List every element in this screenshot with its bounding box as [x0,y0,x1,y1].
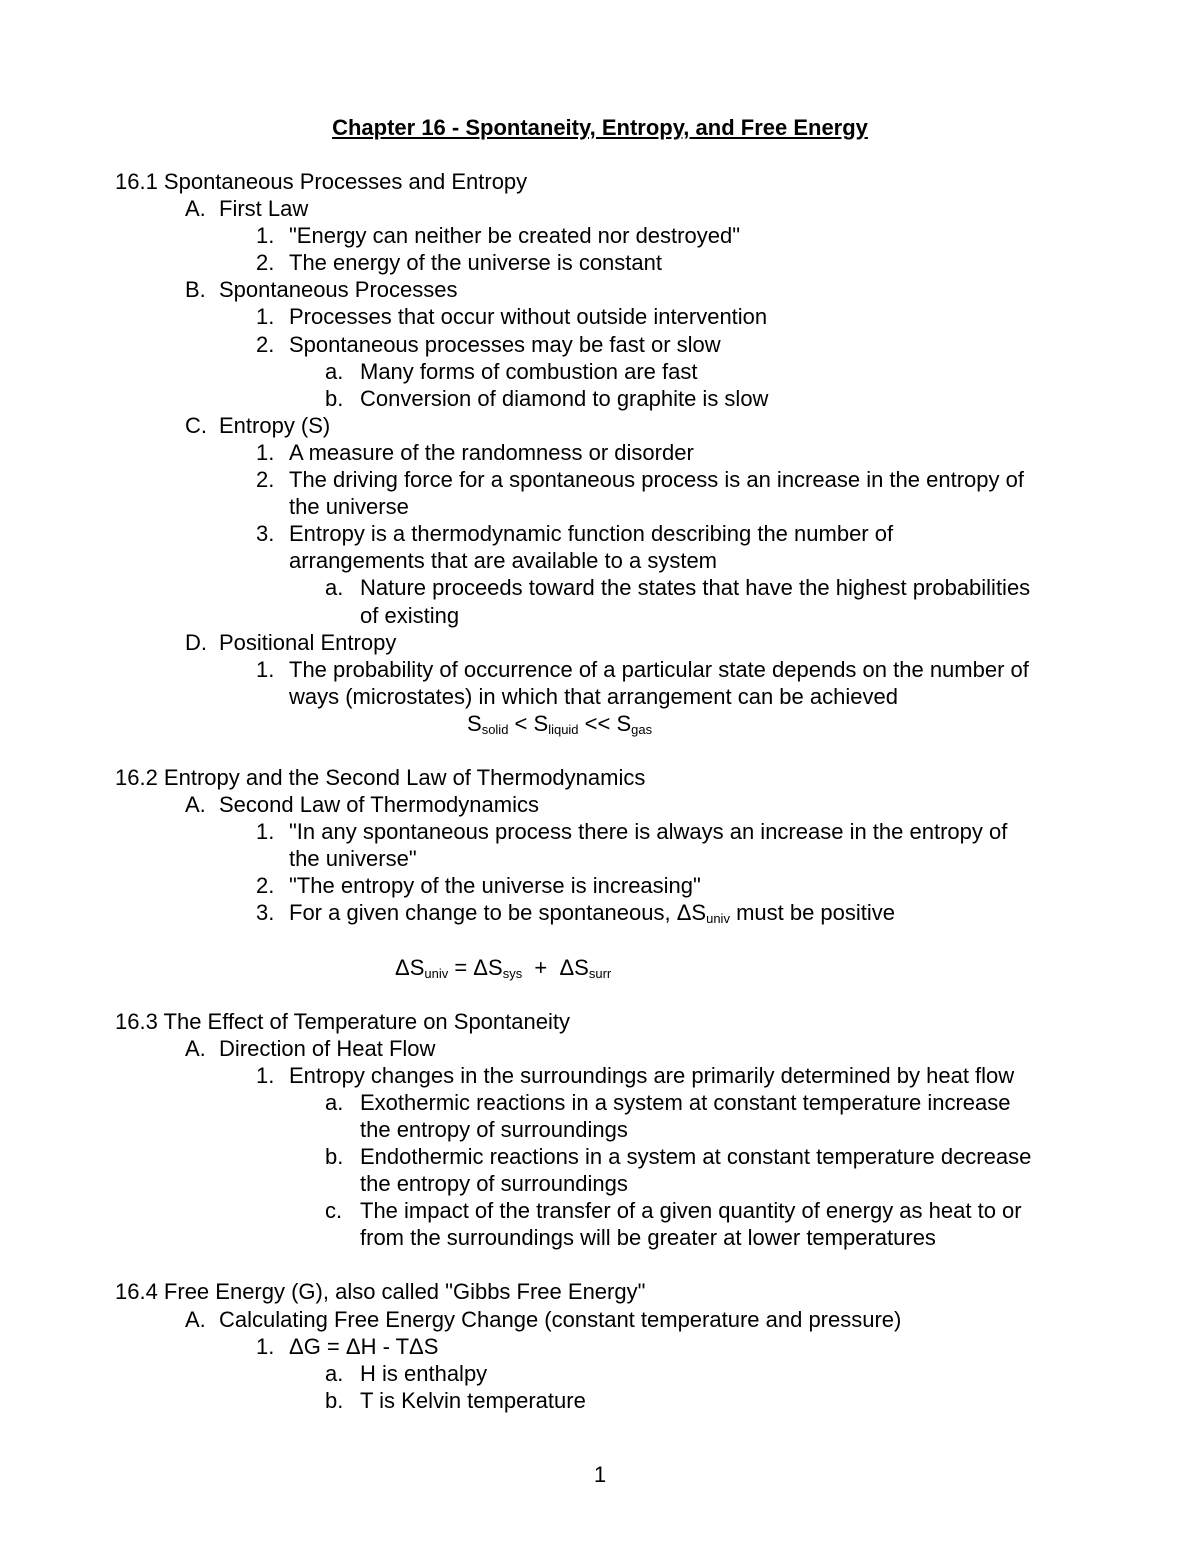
outline-item: 2. The energy of the universe is constant [256,250,662,276]
outline-item: C. Entropy (S) [185,412,331,438]
outline-item: b. Endothermic reactions in a system at constant temperature decrease [325,1144,1032,1170]
outline-item: D. Positional Entropy [185,629,397,655]
outline-item-continuation: ways (microstates) in which that arrangement can be achieved [289,683,898,709]
outline-item: A. Second Law of Thermodynamics [185,792,539,818]
outline-item: 2. "The entropy of the universe is increasing" [256,873,701,899]
outline-item: b. Conversion of diamond to graphite is slow [325,385,769,411]
outline-item-continuation: from the surroundings will be greater at lower temperatures [360,1225,936,1251]
entropy-universe-equation: $\Delta S_{univ} = \Delta S_{sys} + \Delta S_{surr}$ [395,954,612,981]
outline-item: c. The impact of the transfer of a given quantity of energy as heat to or [325,1198,1022,1224]
outline-item-continuation: of existing [360,602,460,628]
outline-item: a. Nature proceeds toward the states that have the highest probabilities [325,575,1031,601]
outline-item: 1. A measure of the randomness or disorder [256,439,694,465]
outline-item: 1. Entropy changes in the surroundings are primarily determined by heat flow [256,1062,1015,1088]
outline-item-continuation: the universe" [289,846,417,872]
outline-item: 3. For a given change to be spontaneous, $\Delta S_{univ}$ must be positive [256,900,896,927]
outline-item-continuation: the entropy of surroundings [360,1171,628,1197]
outline-item: A. Direction of Heat Flow [185,1035,436,1061]
entropy-order-equation: $S_{solid} < S_{liquid} << S_{gas}$ [467,710,653,737]
section-heading-16-1: 16.1 Spontaneous Processes and Entropy [115,169,528,194]
outline-item: 1. The probability of occurrence of a particular state depends on the number of [256,656,1029,682]
outline-item: 2. The driving force for a spontaneous process is an increase in the entropy of [256,467,1024,493]
outline-item: 1. "Energy can neither be created nor destroyed" [256,223,740,249]
outline-item: a. Exothermic reactions in a system at constant temperature increase [325,1089,1011,1115]
outline-item: b. T is Kelvin temperature [325,1387,586,1413]
outline-item: 1. "In any spontaneous process there is always an increase in the entropy of [256,819,1008,845]
outline-item: A. First Law [185,196,309,222]
outline [115,168,1095,1414]
outline-item: B. Spontaneous Processes [185,277,458,303]
chapter-title: Chapter 16 - Spontaneity, Entropy, and Free Energy [332,115,868,140]
outline-item: A. Calculating Free Energy Change (constant temperature and pressure) [185,1306,902,1332]
outline-item: 2. Spontaneous processes may be fast or slow [256,331,721,357]
page-number: 1 [593,1462,607,1487]
outline-item: 3. Entropy is a thermodynamic function describing the number of [256,521,894,547]
outline-item: 1. ΔG = ΔH - TΔS [256,1333,439,1359]
section-heading-16-4: 16.4 Free Energy (G), also called "Gibbs Free Energy" [115,1279,646,1305]
section-heading-16-3: 16.3 The Effect of Temperature on Spontaneity [115,1008,570,1034]
outline-item-continuation: the entropy of surroundings [360,1117,628,1142]
outline-item-continuation: the universe [289,494,409,520]
outline-item-continuation: arrangements that are available to a system [289,548,718,574]
outline-item: 1. Processes that occur without outside intervention [256,304,768,330]
outline-item: a. H is enthalpy [325,1360,488,1386]
section-heading-16-2: 16.2 Entropy and the Second Law of Thermodynamics [115,764,646,790]
outline-item: a. Many forms of combustion are fast [325,358,698,384]
